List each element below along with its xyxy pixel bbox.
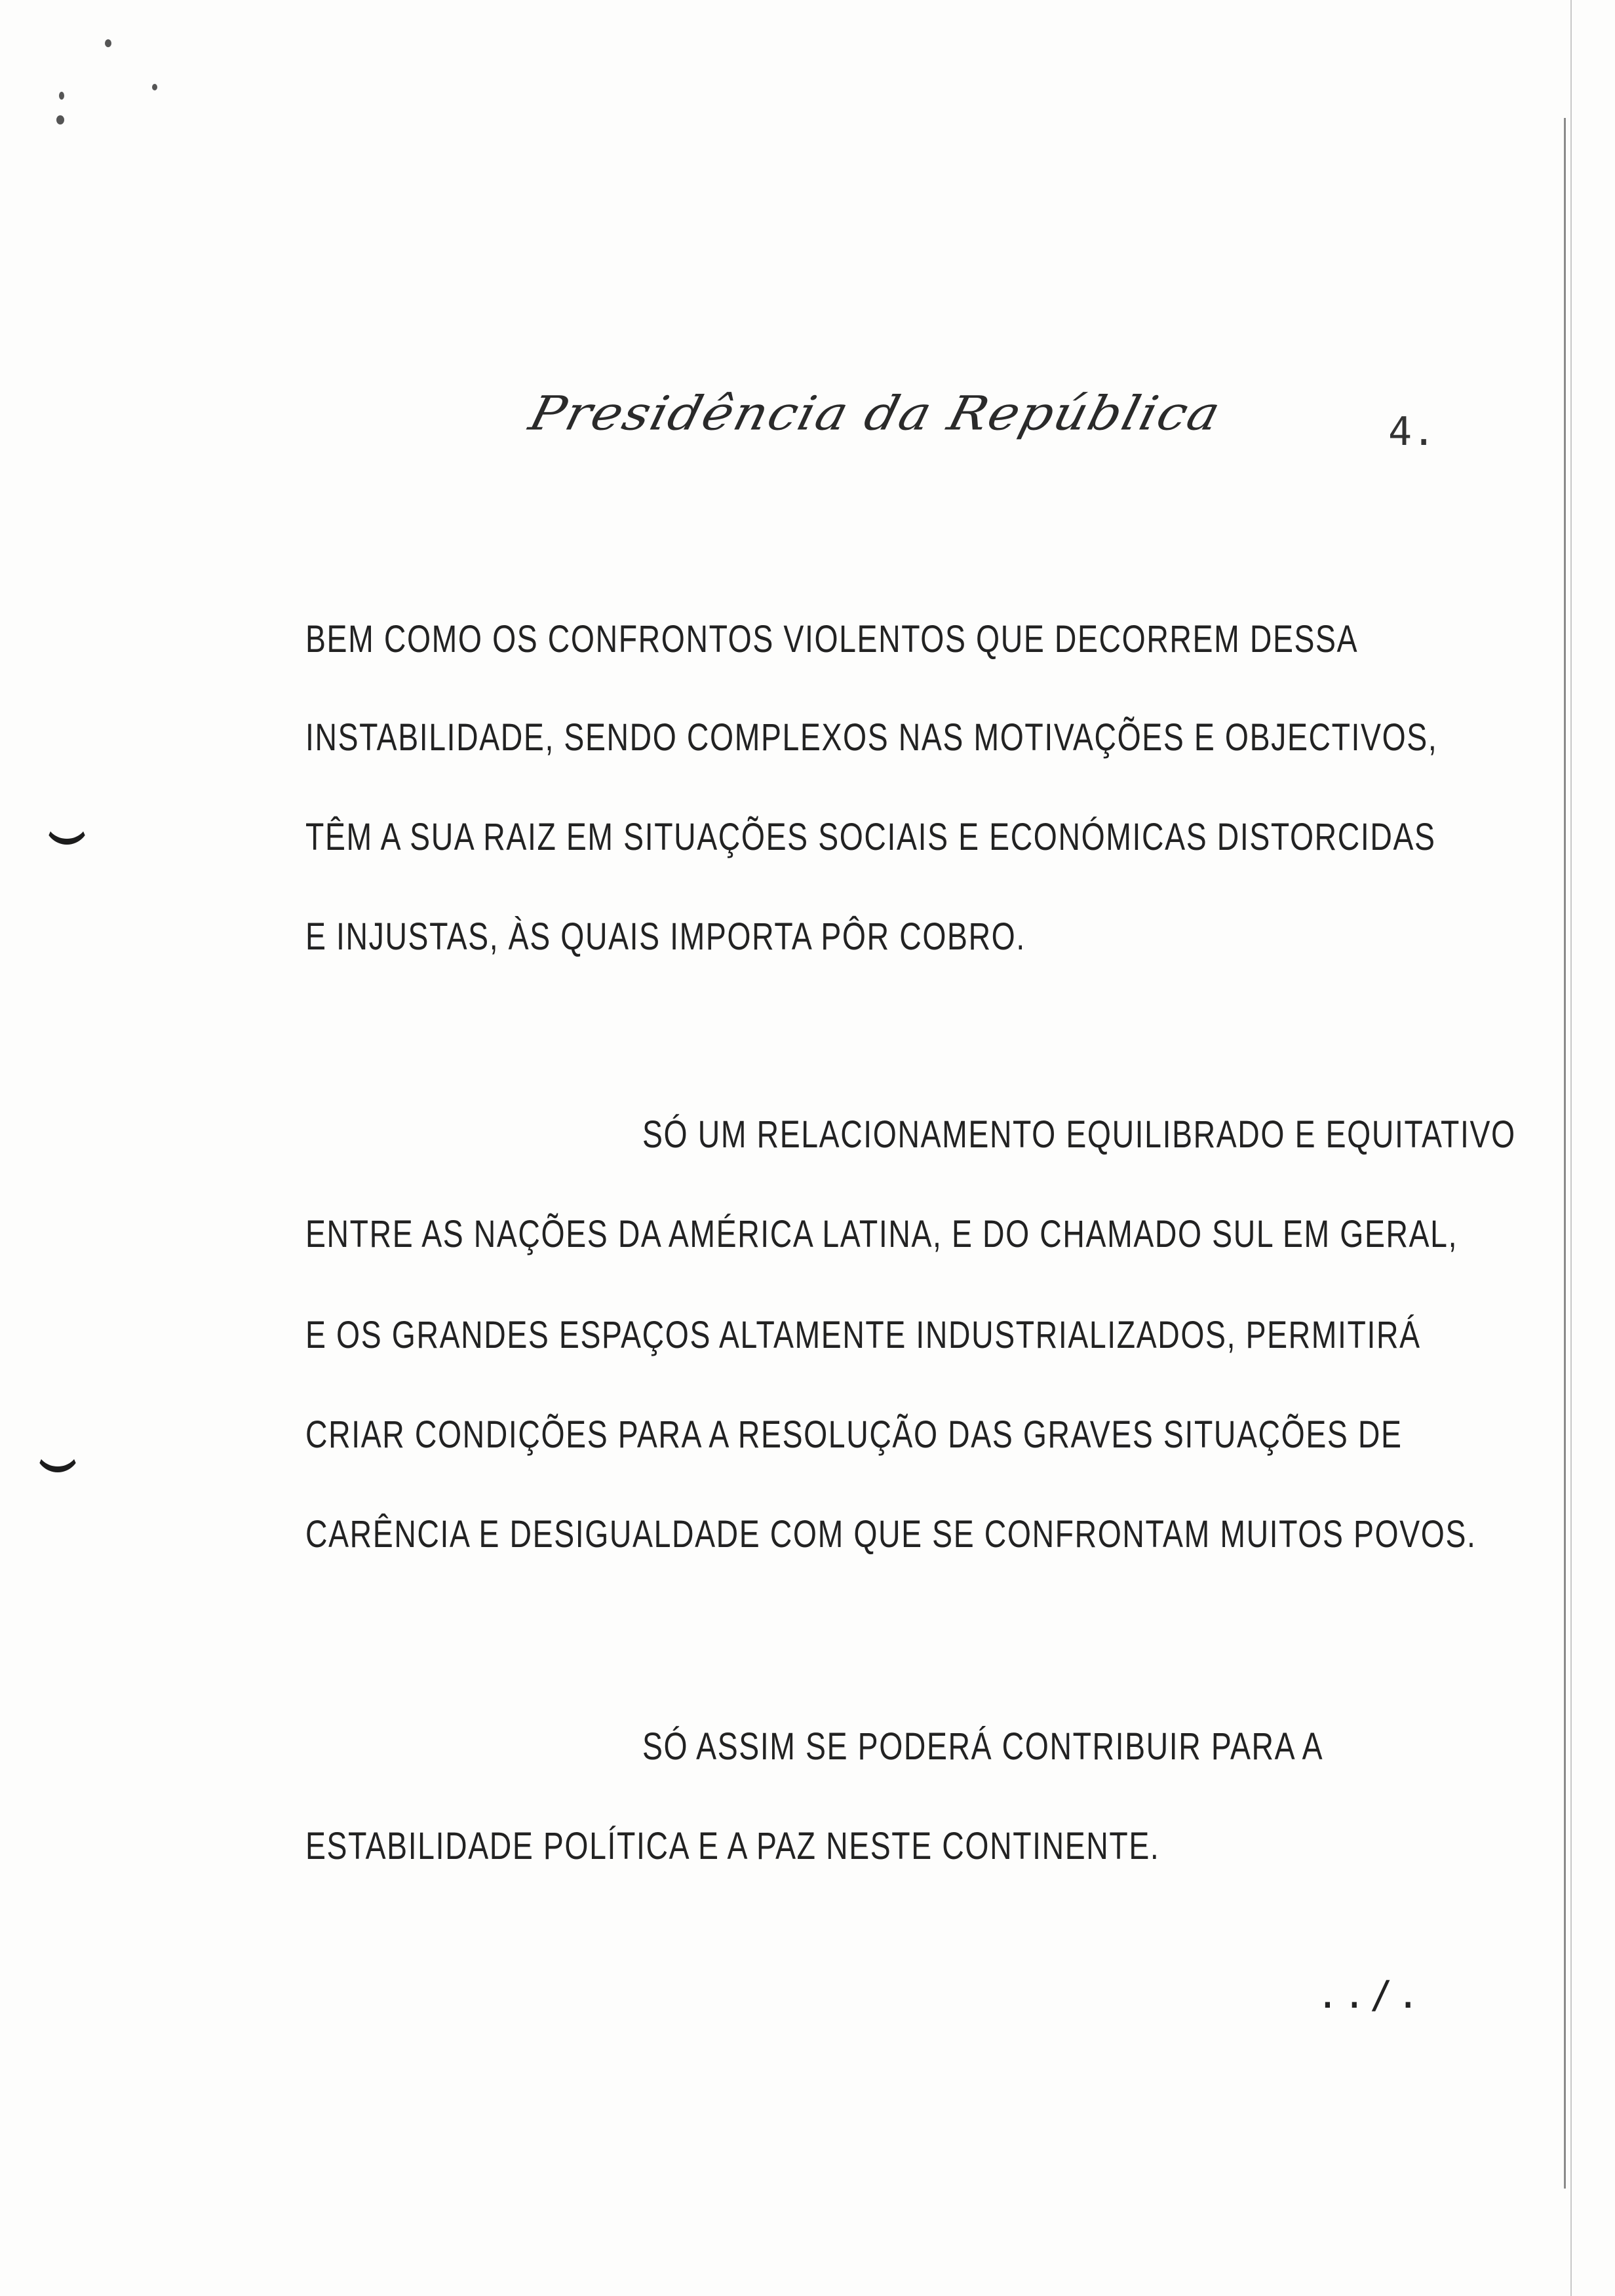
text-line: ESTABILIDADE POLÍTICA E A PAZ NESTE CONTINENTE.	[305, 1825, 1160, 1867]
text-line: CARÊNCIA E DESIGUALDADE COM QUE SE CONFRONTAM MUITOS POVOS.	[305, 1513, 1477, 1556]
page-edge-shadow	[1570, 0, 1572, 2296]
scan-speck	[105, 39, 111, 47]
letterhead-title: Presidência da República	[524, 387, 1227, 441]
page-number: 4.	[1388, 409, 1436, 455]
text-line: CRIAR CONDIÇÕES PARA A RESOLUÇÃO DAS GRAVES SITUAÇÕES DE	[305, 1413, 1403, 1456]
text-line: ENTRE AS NAÇÕES DA AMÉRICA LATINA, E DO CHAMADO SUL EM GERAL,	[305, 1213, 1458, 1255]
text-line: SÓ UM RELACIONAMENTO EQUILIBRADO E EQUITATIVO	[642, 1113, 1516, 1156]
text-line: BEM COMO OS CONFRONTOS VIOLENTOS QUE DECORREM DESSA	[305, 618, 1359, 660]
text-line: SÓ ASSIM SE PODERÁ CONTRIBUIR PARA A	[642, 1725, 1324, 1768]
text-line: E INJUSTAS, ÀS QUAIS IMPORTA PÔR COBRO.	[305, 915, 1026, 958]
text-line: TÊM A SUA RAIZ EM SITUAÇÕES SOCIAIS E ECONÓMICAS DISTORCIDAS	[305, 816, 1436, 858]
scan-speck	[56, 115, 64, 124]
binder-hole-mark	[35, 1447, 80, 1472]
binder-hole-mark	[45, 819, 89, 845]
scan-speck	[152, 84, 157, 90]
text-line: INSTABILIDADE, SENDO COMPLEXOS NAS MOTIVAÇÕES E OBJECTIVOS,	[305, 716, 1438, 759]
scan-speck	[59, 92, 64, 100]
text-line: E OS GRANDES ESPAÇOS ALTAMENTE INDUSTRIALIZADOS, PERMITIRÁ	[305, 1314, 1421, 1356]
page-edge-line	[1564, 118, 1566, 2189]
continuation-mark: ../.	[1316, 1972, 1424, 2017]
